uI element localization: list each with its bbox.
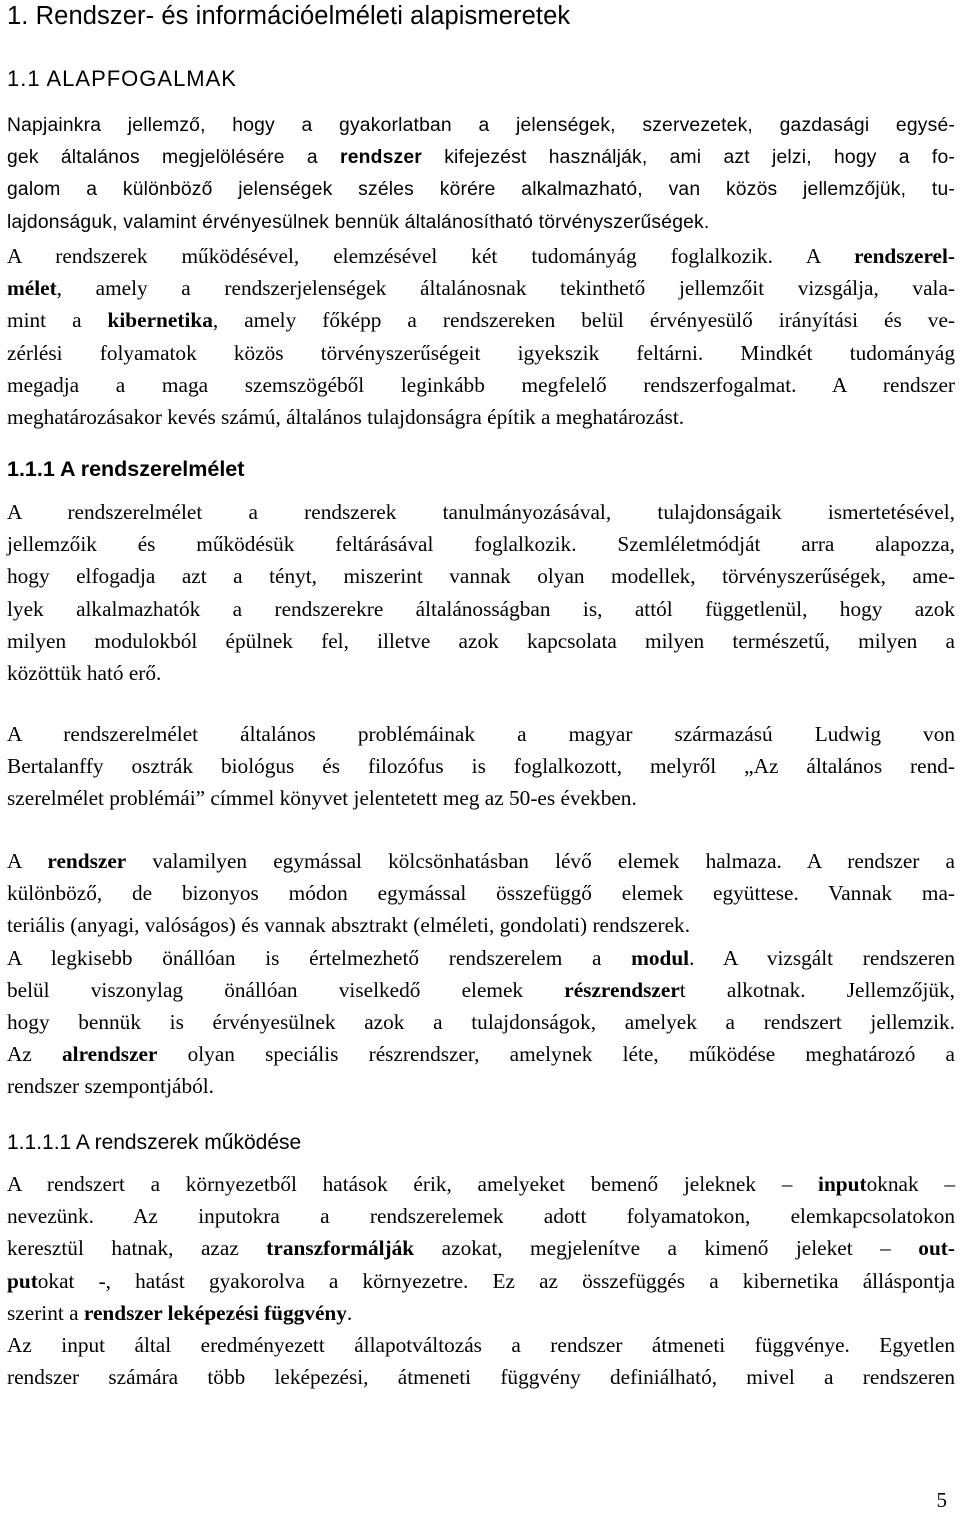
paragraph-rendszer (7, 845, 955, 1103)
text-line: különböző, de bizonyos módon egymással összefüggő elemek együttese. Vannak ma- (7, 881, 955, 906)
text-line: A rendszer valamilyen egymással kölcsönhatásban lévő elemek halmaza. A rendszer a (7, 849, 955, 873)
text-line: A rendszerek működésével, elemzésével két tudományág foglalkozik. A rendszerel- (7, 244, 955, 268)
text-line: mint a kibernetika, amely főképp a rendszereken belül érvényesülő irányítási és ve- (7, 308, 955, 333)
text-line: Az input által eredményezett állapotváltozás a rendszer átmeneti függvénye. Egyetlen (7, 1333, 955, 1358)
text-line: rendszer szempontjából. (7, 1074, 214, 1099)
text-line: milyen modulokból épülnek fel, illetve azok kapcsolata milyen természetű, milyen a (7, 628, 955, 653)
text-line: A rendszerelmélet általános problémáinak a magyar származású Ludwig von (7, 722, 955, 746)
text-line: közöttük ható erő. (7, 661, 162, 686)
page-number: 5 (936, 1488, 947, 1512)
text-line: zérlési folyamatok közös törvényszerűségeit igyekszik feltárni. Mindkét tudományág (7, 340, 955, 365)
text-line: A rendszert a környezetből hatások érik, amelyeket bemenő jeleknek – inputoknak – (7, 1172, 955, 1196)
text-line: lajdonságuk, valamint érvényesülnek bennük általánosítható törvényszerűségek. (7, 211, 710, 233)
text-line: megadja a maga szemszögéből leginkább megfelelő rendszerfogalmat. A rendszer (7, 372, 955, 397)
text-line: belül viszonylag önállóan viselkedő elemek részrendszert alkotnak. Jellemzőjük, (7, 977, 955, 1002)
text-line: lyek alkalmazhatók a rendszerekre általánosságban is, attól függetlenül, hogy azok (7, 596, 955, 621)
text-line: szerint a rendszer leképezési függvény. (7, 1300, 353, 1325)
text-line: Bertalanffy osztrák biológus és filozófus is foglalkozott, melyről „Az általános rend- (7, 754, 955, 779)
text-line: hogy elfogadja azt a tényt, miszerint vannak olyan modellek, törvényszerűségek, ame- (7, 564, 955, 589)
text-line: Napjainkra jellemző, hogy a gyakorlatban a jelenségek, szervezetek, gazdasági egysé- (7, 115, 955, 136)
paragraph-bertalanffy (7, 718, 955, 815)
chapter-heading: 1. Rendszer- és információelméleti alapismeretek (7, 2, 571, 30)
subsection-heading: 1.1.1 A rendszerelmélet (7, 457, 245, 481)
section-heading: 1.1 ALAPFOGALMAK (7, 66, 237, 91)
text-line: keresztül hatnak, azaz transzformálják azokat, megjelenítve a kimenő jeleket – out- (7, 1236, 955, 1261)
text-line: meghatározásakor kevés számú, általános tulajdonságra építik a meghatározást. (7, 405, 685, 430)
text-line: hogy bennük is érvényesülnek azok a tulajdonságok, amelyek a rendszert jellemzik. (7, 1010, 955, 1035)
paragraph-mukodes (7, 1168, 955, 1393)
text-line: putokat -, hatást gyakorolva a környezetre. Ez az összefüggés a kibernetika álláspontja (7, 1268, 955, 1293)
paragraph-rendszerelmelet (7, 496, 955, 689)
text-line: teriális (anyagi, valóságos) és vannak absztrakt (elméleti, gondolati) rendszerek. (7, 913, 691, 938)
text-line: jellemzőik és működésük feltárásával foglalkozik. Szemléletmódját arra alapozza, (7, 532, 955, 557)
text-line: nevezünk. Az inputokra a rendszerelemek adott folyamatokon, elemkapcsolatokon (7, 1204, 955, 1229)
intro-paragraph-2 (7, 240, 955, 433)
text-line: Az alrendszer olyan speciális részrendszer, amelynek léte, működése meghatározó a (7, 1042, 955, 1067)
text-line: A rendszerelmélet a rendszerek tanulmányozásával, tulajdonságaik ismertetésével, (7, 500, 955, 524)
text-line: szerelmélet problémái” címmel könyvet jelentetett meg az 50-es években. (7, 786, 637, 811)
text-line: rendszer számára több leképezési, átmeneti függvény definiálható, mivel a rendszeren (7, 1365, 955, 1390)
text-line: gek általános megjelölésére a rendszer kifejezést használják, ami azt jelzi, hogy a fo- (7, 147, 955, 169)
text-line: galom a különböző jelenségek széles körére alkalmazható, van közös jellemzőjük, tu- (7, 179, 955, 201)
subsubsection-heading: 1.1.1.1 A rendszerek működése (7, 1131, 302, 1154)
text-line: mélet, amely a rendszerjelenségek általánosnak tekinthető jellemzőit vizsgálja, vala- (7, 276, 955, 301)
text-line: A legkisebb önállóan is értelmezhető rendszerelem a modul. A vizsgált rendszeren (7, 945, 955, 970)
intro-paragraph (7, 110, 955, 239)
